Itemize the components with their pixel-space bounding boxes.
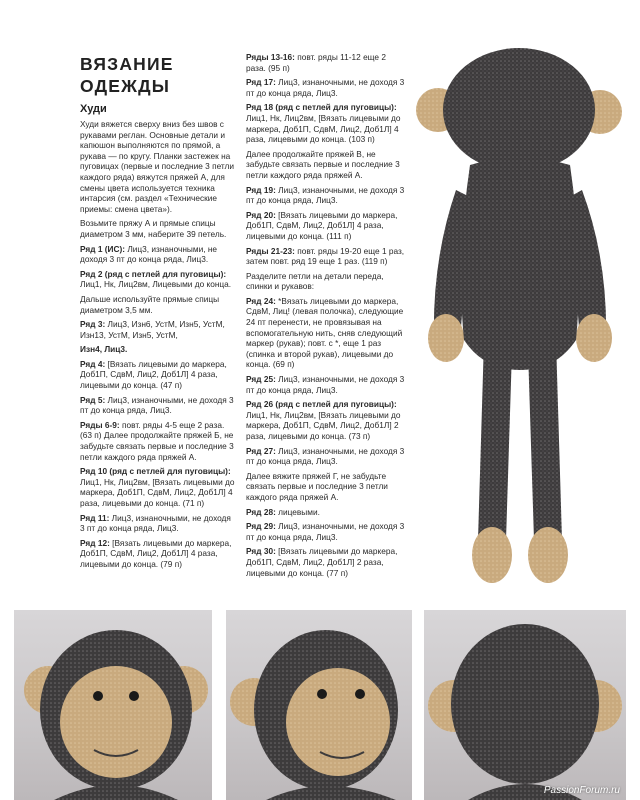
pattern-row-text: Разделите петли на детали переда, спинки и рукавов: (246, 270, 384, 292)
monkey-head-photo-back (424, 610, 626, 800)
pattern-row-label: Ряд 26 (ряд с петлей для пуговицы): (246, 399, 397, 410)
pattern-row (246, 210, 406, 242)
pattern-row (246, 521, 406, 542)
pattern-row (246, 149, 406, 181)
pattern-row-label: Ряд 18 (ряд с петлей для пуговицы): (246, 102, 397, 113)
subsection-title: Худи (80, 103, 107, 115)
pattern-row (246, 507, 406, 518)
monkey-face-photo-front (14, 610, 212, 800)
pattern-row-text: Лиц1, Нк, Лиц2вм, [Вязать лицевыми до маркера, Доб1П, СдвМ, Лиц2, Доб1Л] 4 раза, лицевыми до конца. (71 п) (80, 476, 235, 508)
pattern-row-text: Лиц3, изнаночными, не доходя 3 пт до конца ряда, Лиц3. (80, 243, 218, 265)
middle-row-list (246, 52, 406, 578)
pattern-row-label: Изн4, Лиц3. (80, 344, 128, 355)
pattern-row-text: Лиц1, Нк, Лиц2вм, Лицевыми до конца. (80, 279, 232, 290)
pattern-row-text: Лиц3, изнаночными, не доходя 3 пт до конца ряда, Лиц3. (246, 77, 405, 98)
monkey-face-front-illustration (14, 610, 212, 800)
pattern-row (246, 399, 406, 441)
pattern-row-label: Ряд 1 (ИС): (80, 243, 126, 254)
pattern-row (80, 395, 236, 416)
left-row-list (80, 244, 236, 570)
monkey-head-back-illustration (424, 610, 626, 800)
pattern-row-label: Ряд 24: (246, 295, 276, 306)
cast-on-paragraph: Возьмите пряжу А и прямые спицы диаметром 3 мм, наберите 39 петель. (80, 218, 227, 239)
pattern-row-text: [Вязать лицевыми до маркера, Доб1П, СдвМ, Лиц2, Доб1Л] 4 раза, лицевыми до конца. (111 п) (246, 209, 398, 241)
pattern-row-text: Лиц3, изнаночными, не доходя 3 пт до конца ряда, Лиц3. (80, 394, 234, 416)
pattern-row-label: Ряд 4: (80, 358, 106, 369)
pattern-row (246, 296, 406, 370)
pattern-row (246, 446, 406, 467)
pattern-row-label: Ряд 11: (80, 512, 110, 523)
pattern-row-label: Ряд 28: (246, 506, 276, 517)
pattern-row (80, 319, 236, 340)
pattern-row (246, 271, 406, 292)
pattern-row (246, 185, 406, 206)
pattern-row-label: Ряды 21-23: (246, 245, 295, 256)
pattern-row-text: Лиц3, изнаночными, не доходя 3 пт до конца ряда, Лиц3. (80, 512, 231, 534)
monkey-face-photo-side (226, 610, 412, 800)
pattern-row-label: Ряд 3: (80, 319, 106, 330)
pattern-row (80, 359, 236, 391)
pattern-row-label: Ряд 27: (246, 445, 276, 456)
pattern-row (246, 246, 406, 267)
section-title-line2: ОДЕЖДЫ (80, 76, 171, 96)
pattern-row (246, 374, 406, 395)
pattern-row (80, 244, 236, 265)
monkey-standing-figure (404, 40, 640, 600)
watermark-text: PassionForum.ru (543, 785, 620, 796)
pattern-row-label: Ряд 10 (ряд с петлей для пуговицы): (80, 466, 231, 477)
pattern-row (80, 344, 236, 355)
pattern-row-label: Ряды 6-9: (80, 419, 120, 430)
pattern-row (80, 466, 236, 508)
pattern-row-label: Ряды 13-16: (246, 52, 295, 62)
pattern-row-text: Лиц3, изнаночными, не доходя 3 пт до конца ряда, Лиц3. (246, 445, 405, 467)
pattern-row-label: Ряд 29: (246, 521, 276, 532)
pattern-row-text: Дальше используйте прямые спицы диаметром 3,5 мм. (80, 293, 220, 315)
pattern-row-text: [Вязать лицевыми до маркера, Доб1П, СдвМ, Лиц2, Доб1Л] 2 раза, лицевыми до конца. (77 п) (246, 546, 398, 578)
pattern-row (80, 294, 236, 315)
pattern-row-text: Лиц3, изнаночными, не доходя 3 пт до конца ряда, Лиц3. (246, 521, 405, 542)
section-title-line1: ВЯЗАНИЕ (80, 54, 174, 74)
pattern-row-text: Лиц1, Нк, Лиц2вм, [Вязать лицевыми до маркера, Доб1П, СдвМ, Лиц2, Доб1Л] 2 раза, лицевыми до конца. (73 п) (246, 409, 401, 441)
middle-text-column (246, 52, 406, 582)
pattern-row-text: [Вязать лицевыми до маркера, Доб1П, СдвМ, Лиц2, Доб1Л] 4 раза, лицевыми до конца. (47 п) (80, 358, 227, 391)
pattern-row-label: Ряд 17: (246, 77, 276, 88)
pattern-row-text: Лиц3, изнаночными, не доходя 3 пт до конца ряда, Лиц3. (246, 374, 405, 395)
intro-paragraph: Худи вяжется сверху вниз без швов с рукавами реглан. Основные детали и капюшон выполняются по прямой, а рукава — по кругу. Планки застежек на пуговицах (первые и последние 3 петли каждого ряда) вяжутся пряжей А, для смены цвета используется техника интарсия (см. раздел «Технические приемы: смена цвета»). (80, 119, 235, 214)
pattern-row-text: Далее вяжите пряжей Г, не забудьте связать первые и последние 3 петли каждого ряда пряжей А. (246, 470, 388, 502)
pattern-row-text: лицевыми. (275, 506, 320, 517)
pattern-row-label: Ряд 2 (ряд с петлей для пуговицы): (80, 268, 227, 279)
pattern-row-text: *Вязать лицевыми до маркера, СдвМ, Лиц! (левая полочка), следующие 24 пт перенести, не провязывая на вспомогательную нить, сняв следующий маркер (рукав); повт. с *, еще 1 раз (спинка и второй рукав), лицевыми до конца. (69 п) (246, 295, 404, 370)
pattern-row-label: Ряд 25: (246, 374, 276, 385)
pattern-row-label: Ряд 19: (246, 184, 276, 195)
pattern-row-label: Ряд 5: (80, 394, 106, 405)
pattern-row (246, 546, 406, 578)
pattern-row-text: Далее продолжайте пряжей В, не забудьте связать первые и последние 3 петли каждого ряда пряжей А. (246, 148, 400, 180)
pattern-row-text: Лиц3, изнаночными, не доходя 3 пт до конца ряда, Лиц3. (246, 184, 405, 206)
pattern-row (80, 513, 236, 534)
pattern-row (80, 420, 236, 462)
pattern-row-text: Лиц3, Изн6, УстМ, Изн5, УстМ, Изн13, УстМ, Изн5, УстМ, (80, 319, 225, 340)
pattern-row-label: Ряд 20: (246, 209, 276, 220)
pattern-row-text: [Вязать лицевыми до маркера, Доб1П, СдвМ, Лиц2, Доб1Л] 4 раза, лицевыми до конца. (79 п) (80, 537, 232, 569)
left-text-column (80, 52, 236, 574)
monkey-face-side-illustration (226, 610, 412, 800)
pattern-row (80, 538, 236, 570)
pattern-row-label: Ряд 30: (246, 546, 276, 557)
pattern-row (80, 269, 236, 290)
pattern-row-label: Ряд 12: (80, 537, 110, 548)
pattern-row (246, 471, 406, 503)
pattern-row-text: повт. ряды 11-12 еще 2 раза. (95 п) (246, 52, 386, 73)
pattern-row (246, 52, 406, 73)
pattern-row-text: повт. ряды 4-5 еще 2 раза. (63 п) Далее продолжайте пряжей Б, не забудьте связать первые и последние 3 петли каждого ряда пряжей А. (80, 419, 234, 462)
pattern-row-text: повт. ряды 19-20 еще 1 раз, затем повт. ряд 19 еще 1 раз. (119 п) (246, 245, 405, 267)
pattern-row (246, 102, 406, 144)
pattern-row-text: Лиц1, Нк, Лиц2вм, [Вязать лицевыми до маркера, Доб1П, СдвМ, Лиц2, Доб1Л] 4 раза, лицевыми до конца. (103 п) (246, 112, 401, 145)
pattern-row (246, 77, 406, 98)
